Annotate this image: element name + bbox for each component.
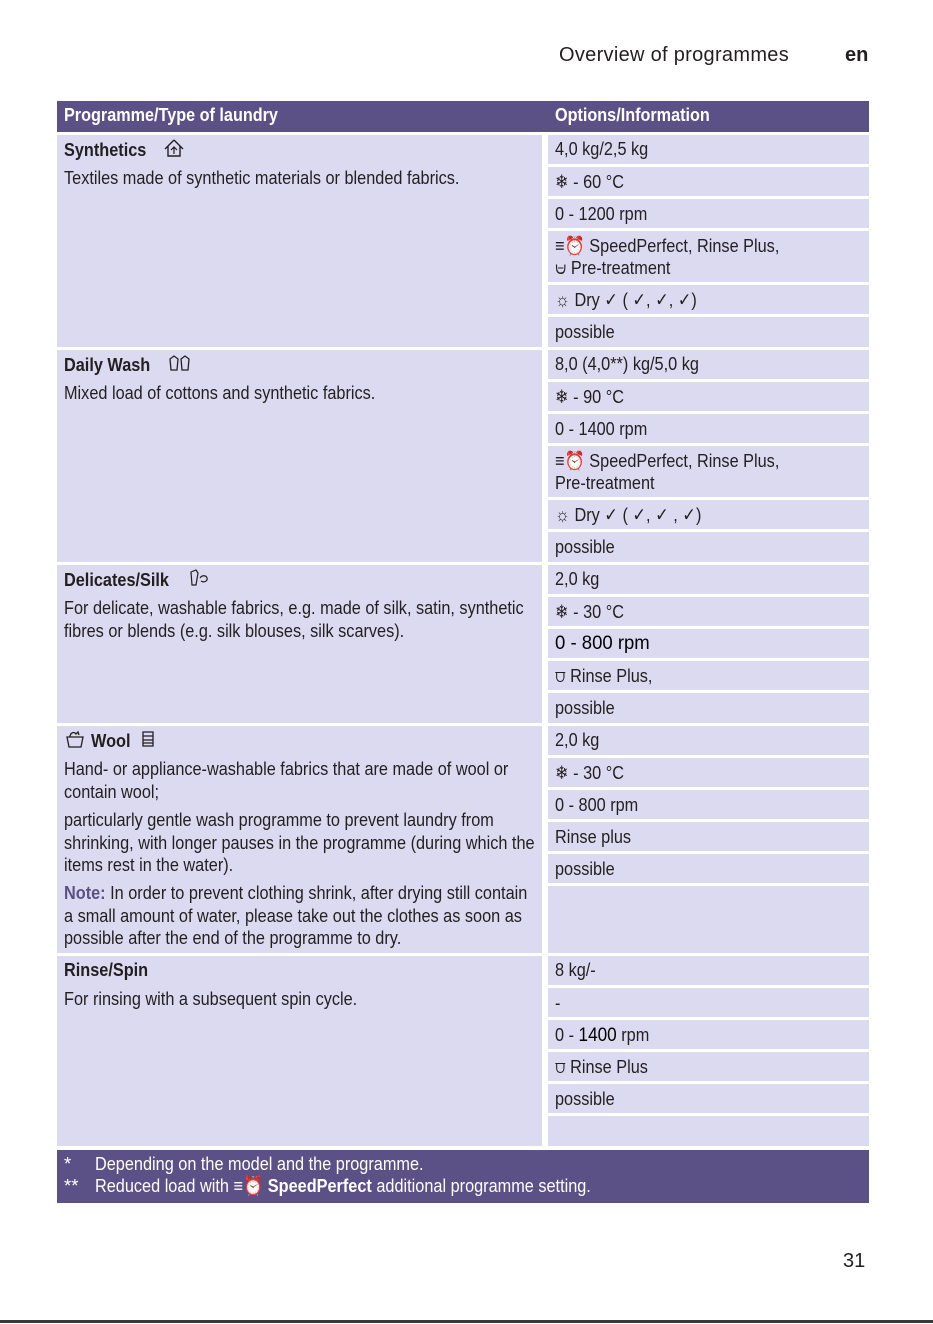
programme-description: For delicate, washable fabrics, e.g. made of silk, satin, synthetic fibres or blends (e.g. silk blouses, silk scarves). — [64, 597, 524, 641]
column-header-options: Options/Information — [555, 105, 710, 125]
option-possible: possible — [548, 532, 869, 562]
dry-icon: ☼ — [555, 504, 570, 525]
option-load: 8,0 (4,0**) kg/5,0 kg — [548, 350, 869, 382]
programme-name: Delicates/Silk — [64, 568, 210, 591]
footnote-text-2: Reduced load with ≡⏰ SpeedPerfect additional programme setting. — [95, 1175, 591, 1196]
wool-icon — [141, 729, 155, 749]
programme-description: Hand- or appliance-washable fabrics that are made of wool or contain wool; — [64, 758, 509, 802]
option-settings: ⩌ Rinse Plus — [548, 1052, 869, 1084]
programme-description: Textiles made of synthetic materials or blended fabrics. — [64, 167, 460, 188]
option-load: 2,0 kg — [548, 565, 869, 597]
column-header-programme: Programme/Type of laundry — [64, 105, 278, 125]
programme-synthetics — [57, 135, 869, 347]
rinse-plus-icon: ⩌ — [555, 665, 566, 686]
cold-icon: ❄ — [555, 601, 569, 622]
programme-description: For rinsing with a subsequent spin cycle. — [64, 988, 358, 1009]
dry-icon: ☼ — [555, 289, 570, 310]
programme-name: Synthetics — [64, 138, 185, 161]
speedperfect-icon: ≡⏰ — [555, 450, 585, 471]
option-temperature: ❄ - 30 °C — [548, 758, 869, 790]
footnote-mark-1: * — [64, 1153, 72, 1174]
option-settings: ⩌ Rinse Plus, — [548, 661, 869, 693]
page-header-language: en — [845, 44, 869, 66]
option-load: 2,0 kg — [548, 726, 869, 758]
option-possible: possible — [548, 317, 869, 347]
page-header-title: Overview of programmes — [559, 44, 789, 66]
option-load: 4,0 kg/2,5 kg — [548, 135, 869, 167]
page-number: 31 — [843, 1250, 866, 1272]
programme-name: Rinse/Spin — [64, 959, 149, 980]
programme-description-extra: particularly gentle wash programme to prevent laundry from shrinking, with longer pauses in the programme (during which the items rest in the water). — [64, 809, 535, 875]
synthetics-icon — [163, 138, 185, 158]
option-temperature: - — [548, 988, 869, 1020]
daily-wash-icon — [167, 353, 193, 373]
cold-icon: ❄ — [555, 171, 569, 192]
delicates-silk-icon — [188, 568, 210, 588]
table-header — [57, 101, 869, 132]
programme-name: Daily Wash — [64, 353, 193, 376]
programme-name: Wool — [64, 729, 155, 752]
cold-icon: ❄ — [555, 386, 569, 407]
pretreatment-icon: ⩁ — [555, 257, 567, 278]
footnote-text-1: Depending on the model and the programme. — [95, 1153, 424, 1174]
cold-icon: ❄ — [555, 762, 569, 783]
programme-rinse-spin — [57, 956, 869, 1146]
programme-wool — [57, 726, 869, 953]
option-possible: possible — [548, 693, 869, 723]
note-text: In order to prevent clothing shrink, after drying still contain a small amount of water, please take out the clothes as soon as possible after the end of the programme to dry. — [64, 882, 528, 948]
programme-description: Mixed load of cottons and synthetic fabrics. — [64, 382, 376, 403]
option-possible: possible — [548, 1084, 869, 1116]
option-spin: 0 - 800 rpm — [548, 629, 869, 661]
option-settings: Rinse plus — [548, 822, 869, 854]
note-label: Note: — [64, 882, 106, 903]
speedperfect-icon: ≡⏰ — [233, 1175, 268, 1196]
programme-note — [64, 882, 539, 950]
footnote-mark-2: ** — [64, 1175, 79, 1196]
option-settings: ≡⏰ SpeedPerfect, Rinse Plus, ⩁ Pre-treatment — [548, 231, 869, 285]
option-load: 8 kg/- — [548, 956, 869, 988]
speedperfect-icon: ≡⏰ — [555, 235, 585, 256]
option-spin: 0 - 1200 rpm — [548, 199, 869, 231]
option-spin: 0 - 1400 rpm — [548, 1020, 869, 1052]
programme-daily-wash — [57, 350, 869, 562]
rinse-plus-icon: ⩌ — [555, 1056, 566, 1077]
option-spin: 0 - 1400 rpm — [548, 414, 869, 446]
option-empty — [548, 886, 869, 953]
option-temperature: ❄ - 90 °C — [548, 382, 869, 414]
option-dry: ☼ Dry ✓ ( ✓, ✓, ✓) — [548, 285, 869, 317]
programme-table — [57, 101, 869, 1146]
option-empty — [548, 1116, 869, 1146]
option-temperature: ❄ - 60 °C — [548, 167, 869, 199]
option-spin: 0 - 800 rpm — [548, 790, 869, 822]
option-dry: ☼ Dry ✓ ( ✓, ✓ , ✓) — [548, 500, 869, 532]
hand-wash-icon — [64, 729, 86, 749]
page-bottom-divider — [0, 1320, 933, 1323]
footnotes — [57, 1150, 869, 1203]
programme-delicates-silk — [57, 565, 869, 723]
option-settings: ≡⏰ SpeedPerfect, Rinse Plus, Pre-treatment — [548, 446, 869, 500]
option-possible: possible — [548, 854, 869, 886]
option-temperature: ❄ - 30 °C — [548, 597, 869, 629]
